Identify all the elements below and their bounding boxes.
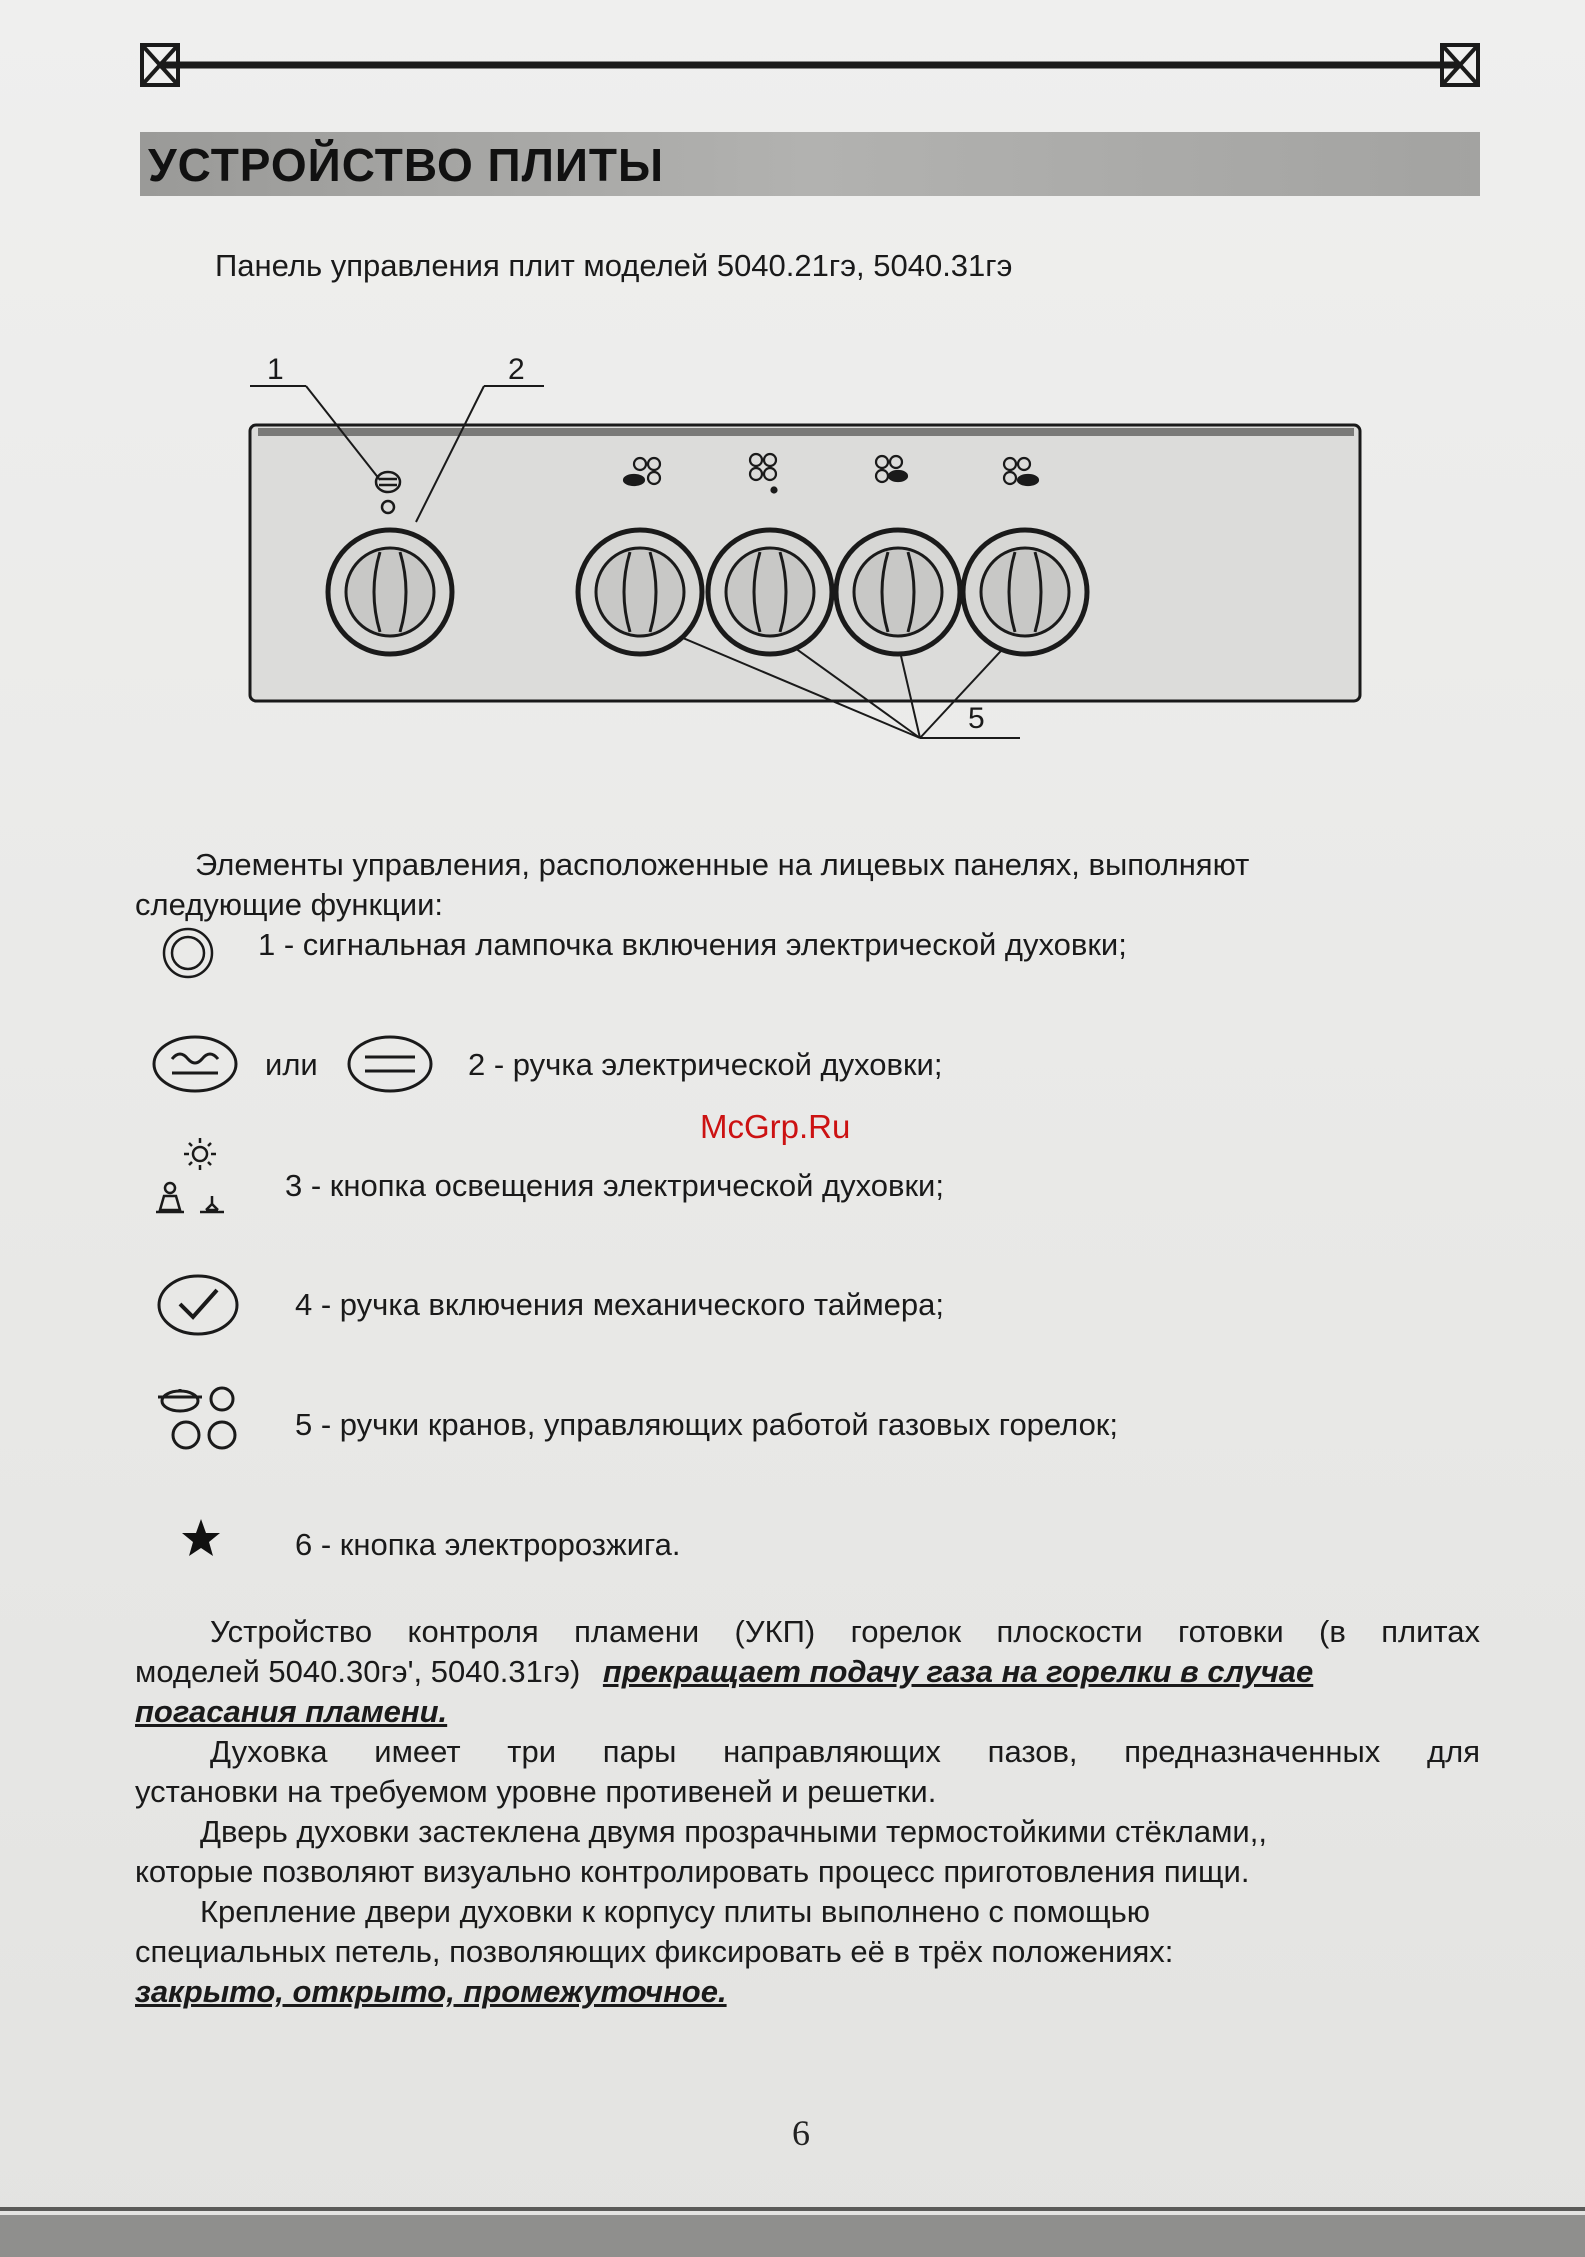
paragraph-2-line-1: Духовка имеет три пары направляющих пазов, предназначенных для: [210, 1734, 1480, 1769]
page-title: УСТРОЙСТВО ПЛИТЫ: [148, 139, 665, 191]
gas-burner-knob[interactable]: [836, 530, 960, 654]
panel-top-strip: [258, 428, 1354, 436]
intro-line-2: следующие функции:: [135, 887, 444, 922]
paragraph-3-line-1: Дверь духовки застеклена двумя прозрачными термостойкими стёклами,,: [200, 1814, 1267, 1849]
legend-item-5: 5 - ручки кранов, управляющих работой газовых горелок;: [295, 1407, 1118, 1442]
paragraph-1-emphasis: прекращает подачу газа на горелки в случае: [602, 1654, 1314, 1689]
legend-or-word: или: [265, 1047, 318, 1082]
legend-item-3: 3 - кнопка освещения электрической духовки;: [285, 1168, 944, 1203]
paragraph-1-line-2: [135, 1652, 1313, 1692]
gas-burner-knob[interactable]: [963, 530, 1087, 654]
callout-1: 1: [267, 353, 284, 386]
bottom-edge-band: [0, 2215, 1585, 2257]
oven-light-icon: [150, 1138, 240, 1218]
timer-check-icon: [155, 1272, 241, 1338]
oven-knob-alt-icon: [345, 1033, 435, 1095]
paragraph-1-line-1: Устройство контроля пламени (УКП) горелок плоскости готовки (в плитах: [210, 1614, 1480, 1649]
intro-line-1: Элементы управления, расположенные на лицевых панелях, выполняют: [195, 847, 1250, 882]
title-banner: [140, 132, 1480, 196]
control-panel-diagram: [230, 340, 1380, 760]
watermark: McGrp.Ru: [700, 1108, 851, 1145]
paragraph-4-line-2: специальных петель, позволяющих фиксировать её в трёх положениях:: [135, 1934, 1174, 1969]
oven-knob-icon: [150, 1033, 240, 1095]
gas-burner-knob[interactable]: [578, 530, 702, 654]
header-rule: [140, 40, 1480, 90]
ignition-star-icon: [180, 1517, 222, 1559]
paragraph-3-line-2: которые позволяют визуально контролировать процесс приготовления пищи.: [135, 1854, 1250, 1889]
legend-item-1: 1 - сигнальная лампочка включения электрической духовки;: [258, 927, 1127, 962]
bottom-edge-line: [0, 2207, 1585, 2211]
oven-knob[interactable]: [328, 530, 452, 654]
paragraph-4-line-3: закрыто, открыто, промежуточное.: [135, 1974, 727, 2009]
diagram-caption: Панель управления плит моделей 5040.21гэ, 5040.31гэ: [215, 248, 1013, 283]
gas-burner-icon: [150, 1383, 246, 1455]
paragraph-2-line-2: установки на требуемом уровне противеней и решетки.: [135, 1774, 937, 1809]
legend-item-4: 4 - ручка включения механического таймера;: [295, 1287, 944, 1322]
legend-item-2: 2 - ручка электрической духовки;: [468, 1047, 943, 1082]
paragraph-1-plain: моделей 5040.30гэ', 5040.31гэ): [135, 1654, 581, 1689]
signal-lamp-icon: [160, 925, 216, 981]
paragraph-4-line-1: Крепление двери духовки к корпусу плиты выполнено с помощью: [200, 1894, 1151, 1929]
callout-5: 5: [968, 702, 985, 735]
gas-burner-knob[interactable]: [708, 530, 832, 654]
page-number: 6: [792, 2113, 810, 2153]
legend-item-6: 6 - кнопка электророзжига.: [295, 1527, 681, 1562]
paragraph-1-line-3: погасания пламени.: [135, 1694, 448, 1729]
callout-2: 2: [508, 353, 525, 386]
